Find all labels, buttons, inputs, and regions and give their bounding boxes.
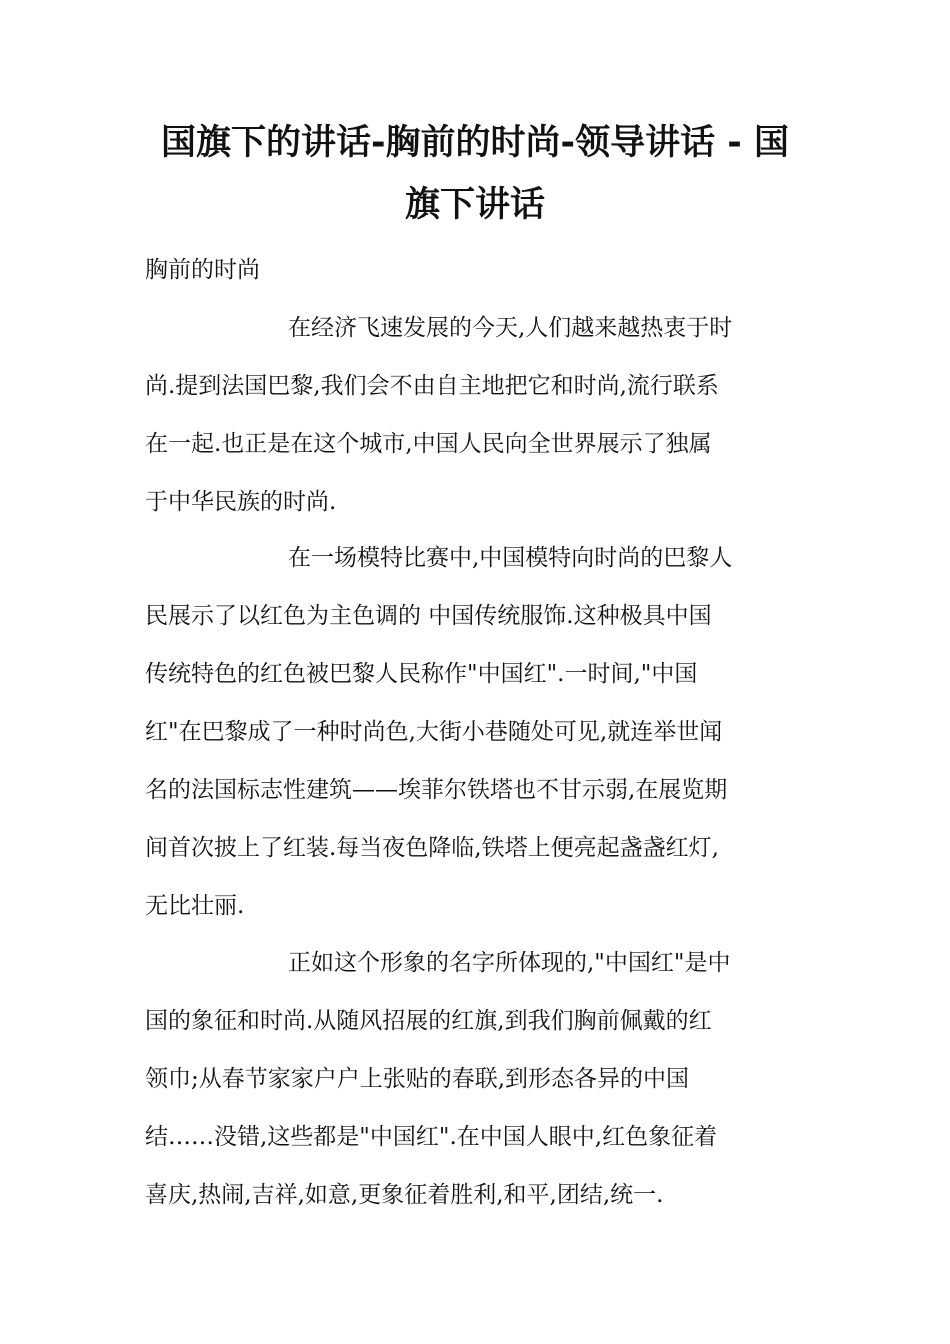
text-line: 喜庆,热闹,吉祥,如意,更象征着胜利,和平,团结,统一. xyxy=(145,1182,664,1208)
section-heading: 胸前的时尚 xyxy=(145,257,260,283)
text-line: 于中华民族的时尚. xyxy=(145,489,337,515)
text-line: 在一起.也正是在这个城市,中国人民向全世界展示了独属 xyxy=(145,431,712,457)
paragraph-1 xyxy=(145,310,815,542)
page-title xyxy=(140,112,810,236)
text-line: 无比壮丽. xyxy=(145,893,245,919)
text-line: 间首次披上了红装.每当夜色降临,铁塔上便亮起盏盏红灯, xyxy=(145,835,719,861)
text-line: 在经济飞速发展的今天,人们越来越热衷于时 xyxy=(288,315,733,341)
text-line: 国的象征和时尚.从随风招展的红旗,到我们胸前佩戴的红 xyxy=(145,1008,712,1034)
text-line: 传统特色的红色被巴黎人民称作"中国红".一时间,"中国 xyxy=(145,661,698,687)
text-line: 名的法国标志性建筑——埃菲尔铁塔也不甘示弱,在展览期 xyxy=(145,777,728,803)
paragraph-2 xyxy=(145,540,815,946)
text-line: 民展示了以红色为主色调的 中国传统服饰.这种极具中国 xyxy=(145,603,712,629)
text-line: 领巾;从春节家家户户上张贴的春联,到形态各异的中国 xyxy=(145,1066,690,1092)
text-line: 红"在巴黎成了一种时尚色,大街小巷随处可见,就连举世闻 xyxy=(145,719,723,745)
paragraph-3 xyxy=(145,945,815,1235)
title-line: 旗下讲话 xyxy=(404,185,545,225)
text-line: 正如这个形象的名字所体现的,"中国红"是中 xyxy=(288,950,731,976)
text-line: 在一场模特比赛中,中国模特向时尚的巴黎人 xyxy=(288,545,733,571)
title-line: 国旗下的讲话-胸前的时尚-领导讲话 - 国 xyxy=(161,123,789,163)
text-line: 尚.提到法国巴黎,我们会不由自主地把它和时尚,流行联系 xyxy=(145,373,719,399)
text-line: 结……没错,这些都是"中国红".在中国人眼中,红色象征着 xyxy=(145,1124,718,1150)
